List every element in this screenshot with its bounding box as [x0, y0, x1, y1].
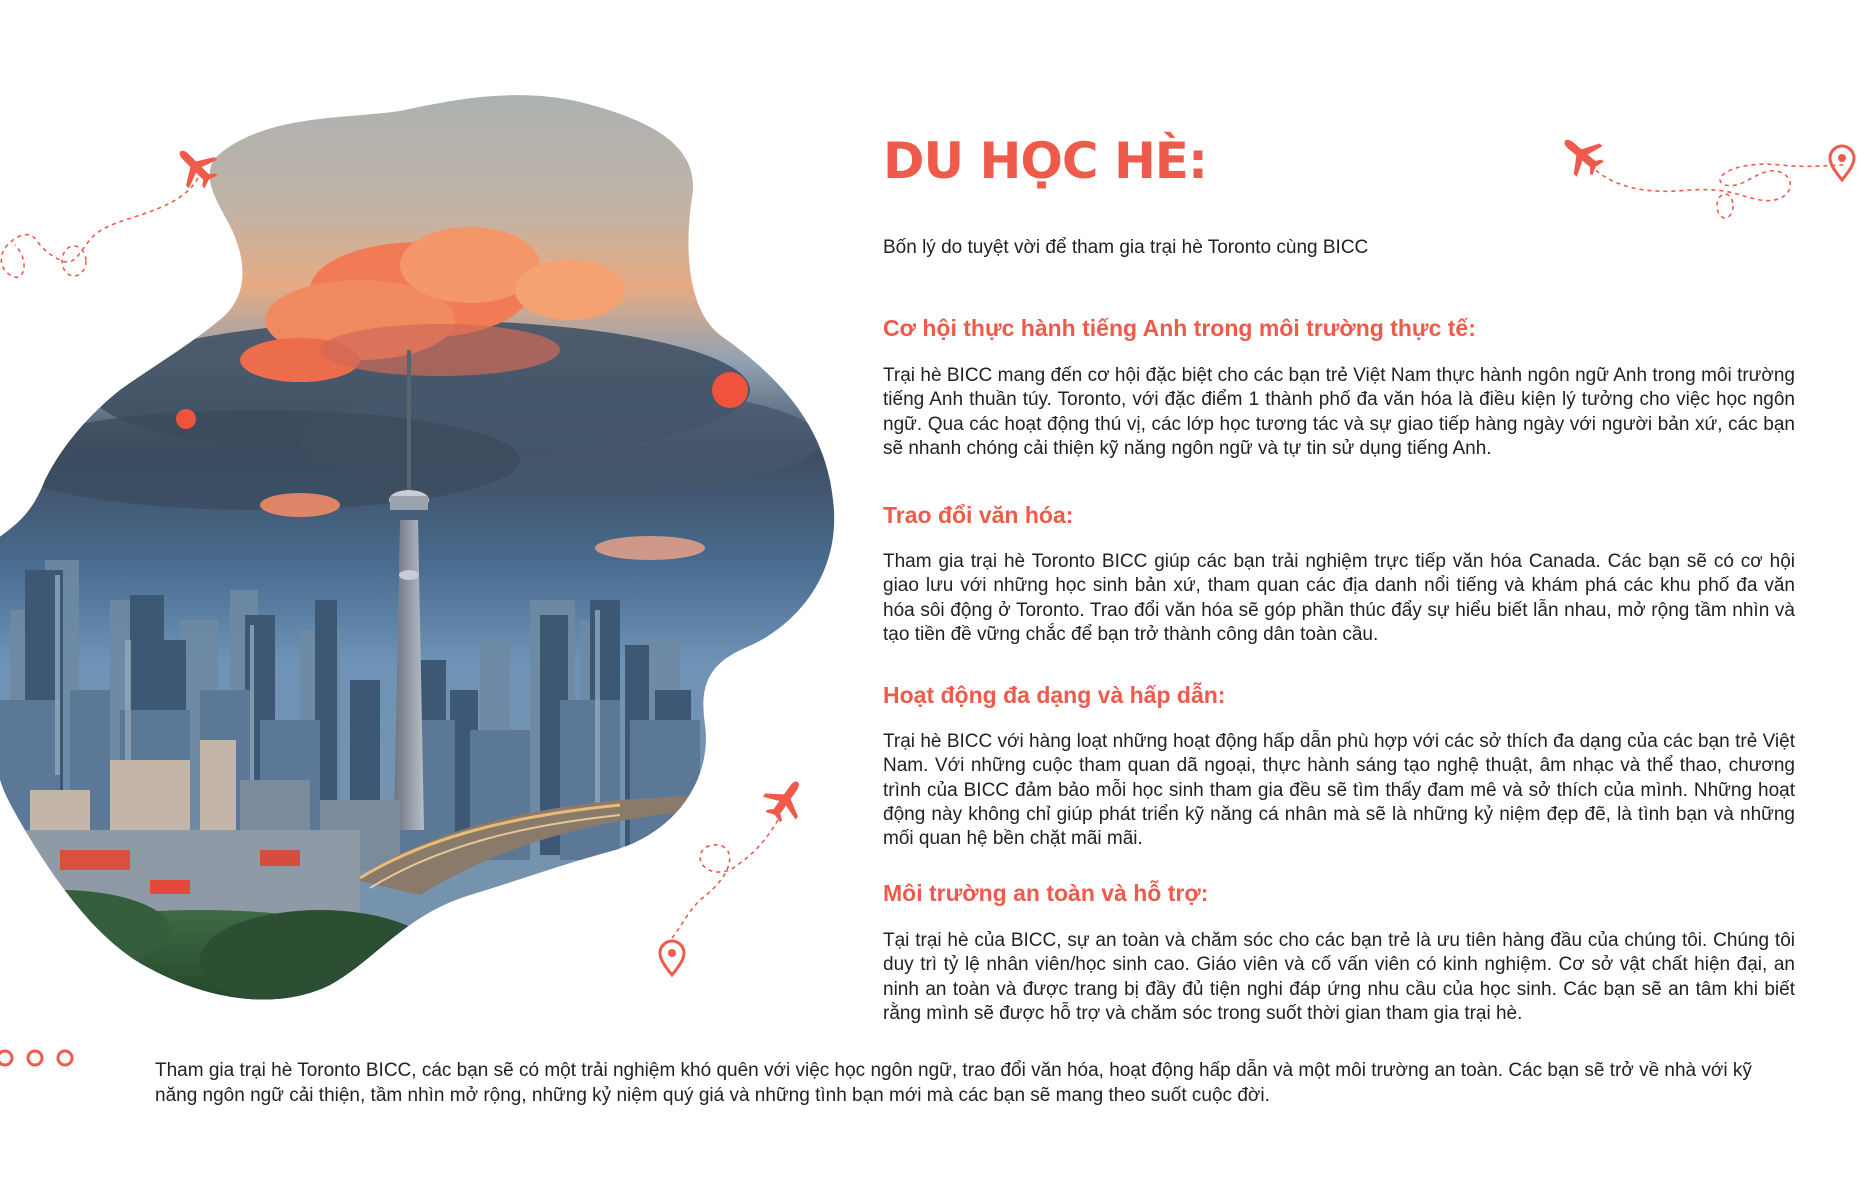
section-heading: Môi trường an toàn và hỗ trợ: — [883, 880, 1209, 906]
toronto-skyline-blob-image — [0, 0, 880, 1010]
decorative-circle — [0, 1051, 12, 1065]
page-subtitle: Bốn lý do tuyệt vời để tham gia trại hè Toronto cùng BICC — [883, 237, 1369, 258]
section-body: Tham gia trại hè Toronto BICC giúp các bạn trải nghiệm trực tiếp văn hóa Canada. Các bạn sẽ có cơ hội giao lưu với những học sinh bản xứ, tham quan các địa danh nổi tiếng và khám phá các khu phố đa văn hóa sôi động ở Toronto. Trao đổi văn hóa sẽ góp phần thúc đẩy sự hiểu biết lẫn nhau, mở rộng tầm nhìn và tạo tiền đề vững chắc để bạn trở thành công dân toàn cầu. — [883, 551, 1795, 645]
decorative-circle — [1717, 194, 1733, 218]
section-heading: Cơ hội thực hành tiếng Anh trong môi trường thực tế: — [883, 315, 1476, 341]
section-body: Trại hè BICC mang đến cơ hội đặc biệt cho các bạn trẻ Việt Nam thực hành ngôn ngữ Anh trong môi trường tiếng Anh thuần túy. Toronto, với đặc điểm 1 thành phố đa văn hóa là điều kiện lý tưởng cho việc học ngôn ngữ. Qua các hoạt động thú vị, các lớp học tương tác và sự giao tiếp hàng ngày với người bản xứ, các bạn sẽ nhanh chóng cải thiện kỹ năng ngôn ngữ và tự tin sử dụng tiếng Anh. — [883, 365, 1795, 459]
page-title: DU HỌC HÈ: — [883, 132, 1207, 190]
section-body: Tại trại hè của BICC, sự an toàn và chăm sóc cho các bạn trẻ là ưu tiên hàng đầu của chúng tôi. Chúng tôi duy trì tỷ lệ nhân viên/học sinh cao. Giáo viên và cố vấn viên có kinh nghiệm. Cơ sở vật chất hiện đại, an ninh an toàn và được trang bị đầy đủ tiện nghi đáp ứng nhu cầu của học sinh. Các bạn sẽ an tâm khi biết rằng mình sẽ được hỗ trợ và chăm sóc trong suốt thời gian tham gia trại hè. — [883, 930, 1795, 1024]
decorative-circle — [58, 1051, 72, 1065]
section-body: Trại hè BICC với hàng loạt những hoạt động hấp dẫn phù hợp với các sở thích đa dạng của các bạn trẻ Việt Nam. Với những cuộc tham quan dã ngoại, thực hành sáng tạo nghệ thuật, âm nhạc và thể thao, chương trình của BICC đảm bảo mỗi học sinh tham gia đều sẽ tìm thấy đam mê và sở thích của mình. Những hoạt động này không chỉ giúp phát triển kỹ năng cá nhân mà sẽ là những kỷ niệm đẹp đẽ, là tình bạn và những mối quan hệ bền chặt mãi mãi. — [883, 731, 1795, 850]
decorative-circle — [28, 1051, 42, 1065]
section-heading: Hoạt động đa dạng và hấp dẫn: — [883, 682, 1226, 708]
closing-paragraph: Tham gia trại hè Toronto BICC, các bạn sẽ có một trải nghiệm khó quên với việc học ngôn ngữ, trao đổi văn hóa, hoạt động hấp dẫn và một môi trường an toàn. Các bạn sẽ trở về nhà với kỹ năng ngôn ngữ cải thiện, tầm nhìn mở rộng, những kỷ niệm quý giá và những tình bạn mới mà các bạn sẽ mang theo suốt cuộc đời. — [155, 1060, 1752, 1106]
dashed-flight-path-top-right — [1590, 164, 1845, 200]
section-heading: Trao đổi văn hóa: — [883, 502, 1074, 528]
airplane-icon — [1552, 126, 1611, 184]
map-pin-icon — [1830, 146, 1854, 180]
